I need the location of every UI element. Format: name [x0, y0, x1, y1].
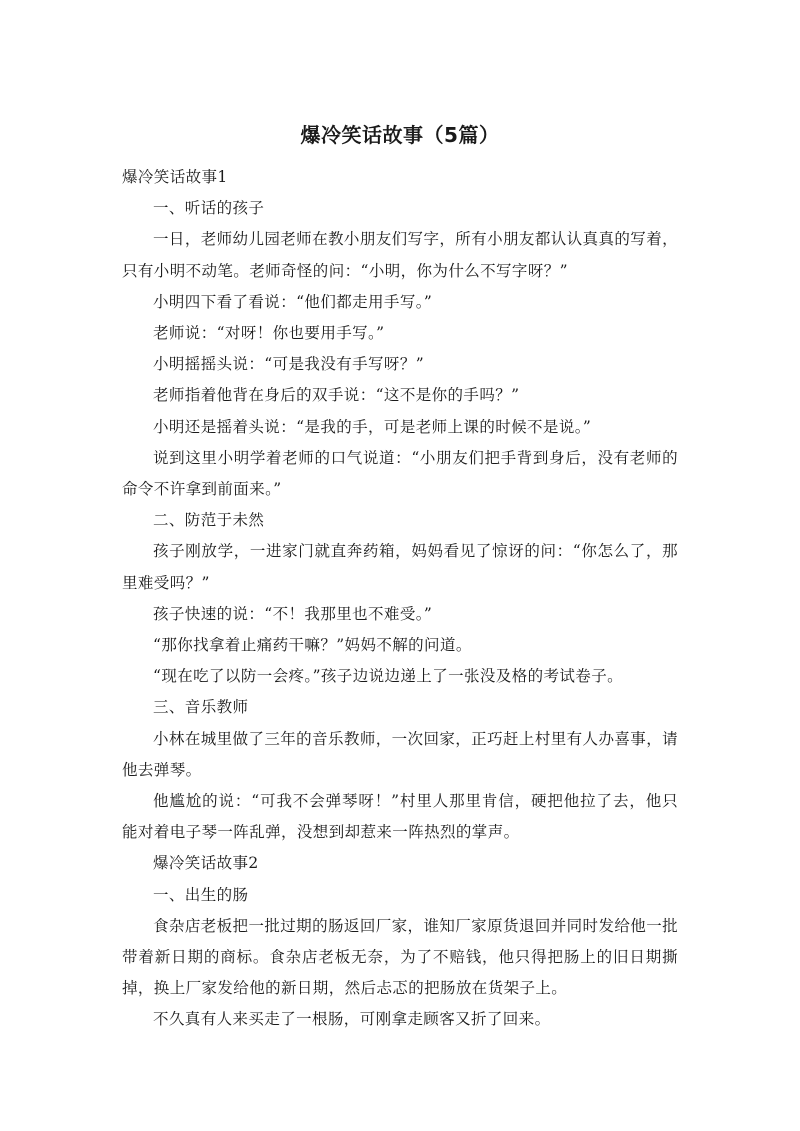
- paragraph: 小明摇摇头说：“可是我没有手写呀？”: [153, 355, 425, 374]
- paragraph: 不久真有人来买走了一根肠，可刚拿走顾客又折了回来。: [153, 1010, 551, 1029]
- paragraph: “现在吃了以防一会疼。”孩子边说边递上了一张没及格的考试卷子。: [153, 667, 624, 686]
- paragraph: 小明还是摇着头说：“是我的手，可是老师上课的时候不是说。”: [153, 417, 592, 436]
- paragraph: 老师说：“对呀！你也要用手写。”: [153, 324, 385, 343]
- paragraph: 孩子快速的说：“不！我那里也不难受。”: [153, 604, 433, 623]
- document-title: 爆冷笑话故事（5篇）: [300, 123, 500, 147]
- paragraph: 他尴尬的说：“可我不会弹琴呀！”村里人那里肯信，硬把他拉了去，他只能对着电子琴一阵乱弹，没想到却惹来一阵热烈的掌声。: [122, 792, 678, 842]
- section-heading: 爆冷笑话故事1: [122, 168, 228, 186]
- story-heading: 一、出生的肠: [153, 885, 249, 904]
- document-body: [122, 162, 678, 1036]
- paragraph: 老师指着他背在身后的双手说：“这不是你的手吗？”: [153, 386, 520, 405]
- paragraph: 小明四下看了看说：“他们都走用手写。”: [153, 292, 433, 311]
- paragraph: 食杂店老板把一批过期的肠返回厂家，谁知厂家原货退回并同时发给他一批带着新日期的商标。食杂店老板无奈，为了不赔钱，他只得把肠上的旧日期撕掉，换上厂家发给他的新日期，然后忐忑的把肠放在货架子上。: [122, 916, 678, 998]
- paragraph: 一日，老师幼儿园老师在教小朋友们写字，所有小朋友都认认真真的写着，只有小明不动笔。老师奇怪的问：“小明，你为什么不写字呀？”: [122, 230, 678, 280]
- story-heading: 三、音乐教师: [153, 698, 249, 717]
- story-heading: 二、防范于未然: [153, 511, 265, 530]
- paragraph: 小林在城里做了三年的音乐教师，一次回家，正巧赶上村里有人办喜事，请他去弹琴。: [122, 729, 678, 779]
- section-heading: 爆冷笑话故事2: [153, 854, 259, 873]
- paragraph: 说到这里小明学着老师的口气说道：“小朋友们把手背到身后，没有老师的命令不许拿到前面来。”: [122, 448, 678, 499]
- paragraph: 孩子刚放学，一进家门就直奔药箱，妈妈看见了惊讶的问：“你怎么了，那里难受吗？”: [122, 542, 678, 592]
- paragraph: “那你找拿着止痛药干嘛？”妈妈不解的问道。: [153, 636, 472, 655]
- story-heading: 一、听话的孩子: [153, 199, 265, 218]
